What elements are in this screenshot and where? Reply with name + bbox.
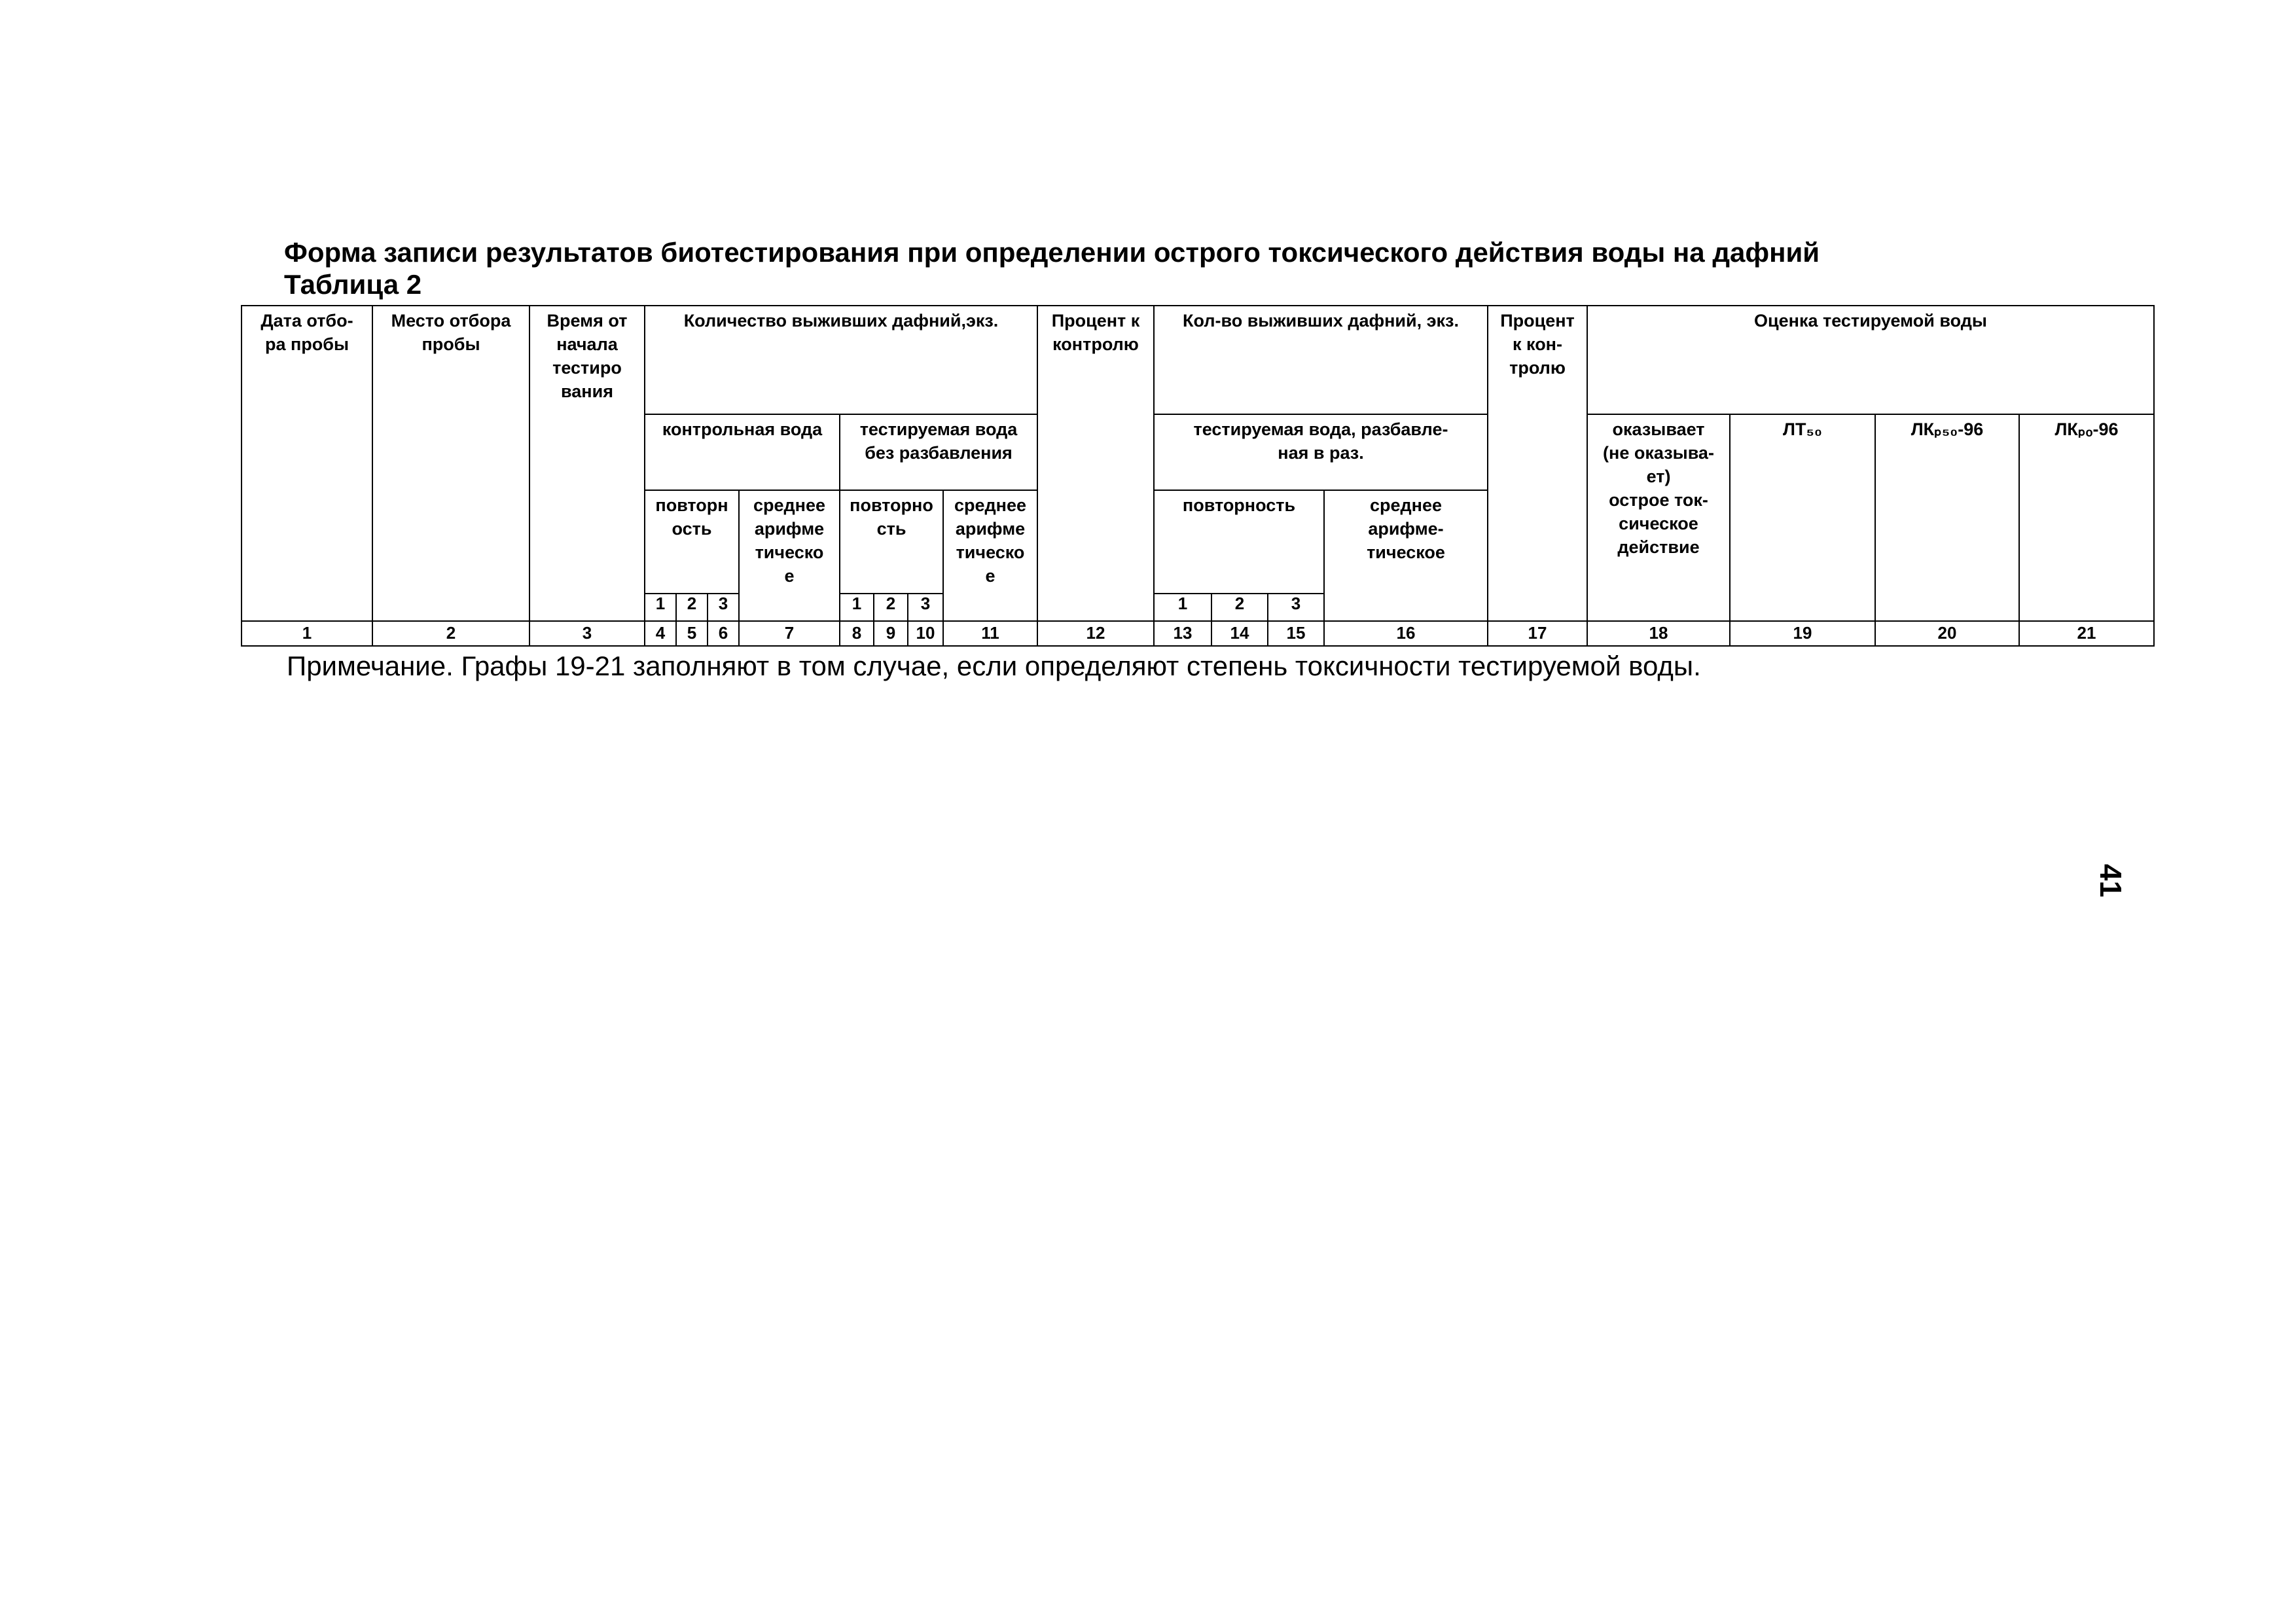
page-number: 41: [2094, 864, 2128, 898]
header-lk50-96: ЛКₚ₅₀-96: [1874, 414, 2020, 622]
form-title: Форма записи результатов биотестирования при определении острого токсического действия воды на дафний: [284, 237, 1820, 268]
header-mean-b: среднее арифме тическо е: [942, 490, 1038, 622]
header-percent-control-1: Процент к контролю: [1037, 305, 1155, 622]
replicate-index: 3: [1267, 593, 1325, 622]
replicate-index: 2: [675, 593, 708, 622]
column-number: 19: [1729, 620, 1876, 647]
header-replicate-b: повторно сть: [839, 490, 944, 594]
column-number: 21: [2018, 620, 2155, 647]
column-number: 12: [1037, 620, 1155, 647]
column-number: 17: [1487, 620, 1588, 647]
column-number: 8: [839, 620, 874, 647]
column-number: 10: [907, 620, 944, 647]
header-percent-control-2: Процент к кон- тролю: [1487, 305, 1588, 622]
header-control-water: контрольная вода: [644, 414, 840, 491]
column-number: 14: [1211, 620, 1268, 647]
header-sampling-place: Место отбора пробы: [372, 305, 530, 622]
column-number: 13: [1153, 620, 1212, 647]
table-note: Примечание. Графы 19-21 заполняют в том случае, если определяют степень токсичности тестируемой воды.: [287, 651, 1701, 681]
replicate-index: 1: [1153, 593, 1212, 622]
header-replicate-a: повторн ость: [644, 490, 740, 594]
column-number: 7: [738, 620, 840, 647]
header-test-time: Время от начала тестиро вания: [529, 305, 645, 622]
replicate-index: 3: [707, 593, 740, 622]
column-number: 18: [1587, 620, 1731, 647]
replicate-index: 1: [839, 593, 874, 622]
header-lk0-96: ЛКₚₒ-96: [2018, 414, 2155, 622]
column-number: 11: [942, 620, 1038, 647]
column-number: 3: [529, 620, 645, 647]
replicate-index: 2: [873, 593, 908, 622]
column-number: 5: [675, 620, 708, 647]
header-mean-a: среднее арифме тическо е: [738, 490, 840, 622]
header-tested-diluted: тестируемая вода, разбавле- ная в раз.: [1153, 414, 1488, 491]
replicate-index: 2: [1211, 593, 1268, 622]
header-sampling-date: Дата отбо- ра пробы: [241, 305, 373, 622]
replicate-index: 3: [907, 593, 944, 622]
header-mean-c: среднее арифме- тическое: [1323, 490, 1488, 622]
column-number: 20: [1874, 620, 2020, 647]
header-lt50: ЛТ₅₀: [1729, 414, 1876, 622]
column-number: 6: [707, 620, 740, 647]
column-number: 9: [873, 620, 908, 647]
header-survived-daphnia: Количество выживших дафний,экз.: [644, 305, 1038, 415]
column-number: 16: [1323, 620, 1488, 647]
header-water-evaluation: Оценка тестируемой воды: [1587, 305, 2155, 415]
header-survived-daphnia-2: Кол-во выживших дафний, экз.: [1153, 305, 1488, 415]
column-number: 2: [372, 620, 530, 647]
column-number: 1: [241, 620, 373, 647]
table-caption: Таблица 2: [284, 269, 422, 300]
results-table: [241, 305, 2155, 647]
header-replicate-c: повторность: [1153, 490, 1325, 594]
replicate-index: 1: [644, 593, 677, 622]
column-number: 4: [644, 620, 677, 647]
header-tested-undiluted: тестируемая вода без разбавления: [839, 414, 1038, 491]
column-number: 15: [1267, 620, 1325, 647]
header-acute-action: оказывает (не оказыва- ет) острое ток- сическое действие: [1587, 414, 1731, 622]
